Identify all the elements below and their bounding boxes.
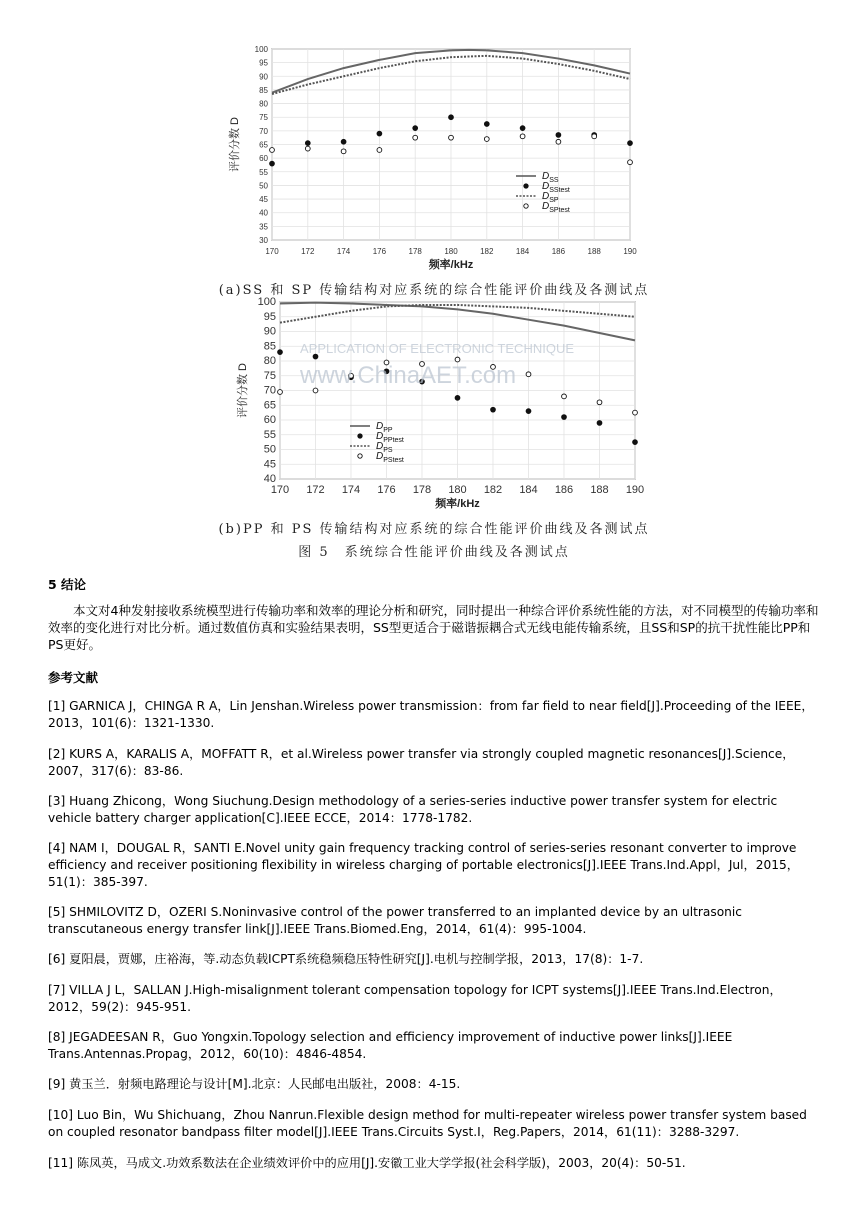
legend-label: $D_{PS}$ — [376, 441, 393, 454]
data-point-D_PPtest — [597, 421, 602, 426]
data-point-D_PStest — [526, 372, 531, 377]
y-tick-label: 70 — [263, 384, 276, 397]
figure-caption: 图 5 系统综合性能评价曲线及各测试点 — [298, 545, 570, 560]
data-point-D_PPtest — [562, 415, 567, 420]
x-tick-label: 174 — [336, 247, 351, 256]
watermark-line2: www.ChinaAET.com — [300, 362, 517, 389]
y-axis-label: 评价分数 D — [229, 117, 241, 172]
y-tick-label: 100 — [257, 296, 276, 308]
data-point-D_PPtest — [278, 350, 283, 355]
legend-label: $D_{PPtest}$ — [376, 431, 404, 444]
y-tick-label: 75 — [259, 113, 268, 123]
x-tick-label: 172 — [301, 247, 315, 256]
y-tick-label: 65 — [263, 399, 276, 412]
x-tick-label: 172 — [306, 484, 325, 496]
y-axis-label: 评价分数 D — [237, 363, 249, 418]
section-body: 本文对4种发射接收系统模型进行传输功率和效率的理论分析和研究，同时提出一种综合评价系统性能的方法，对不同模型的传输功率和效率的变化进行对比分析。通过数值仿真和实验结果表明，SS型更适合于磁谐振耦合式无线电能传输系统，且SS和SP的抗干扰性能比PP和PS更好。 — [48, 603, 819, 652]
x-tick-label: 184 — [519, 484, 538, 496]
x-tick-label: 182 — [483, 484, 503, 496]
x-tick-label: 180 — [444, 247, 458, 256]
reference-item: [3] Huang Zhicong，Wong Siuchung.Design methodology of a series-series inductive power transfer system for electric vehicle battery charger application[C].IEEE ECCE，2014：1778-1782. — [48, 794, 778, 825]
x-tick-label: 170 — [270, 484, 290, 496]
y-tick-label: 90 — [259, 72, 268, 82]
legend-swatch — [358, 454, 362, 458]
x-tick-label: 184 — [515, 247, 530, 256]
x-tick-label: 176 — [372, 247, 387, 256]
data-point-D_PPtest — [455, 395, 460, 400]
reference-item: [2] KURS A，KARALIS A，MOFFATT R，et al.Wireless power transfer via strongly coupled magnetic resonances[J].Science，2007，317(6)：83-86. — [48, 747, 795, 778]
legend-label: $D_{PP}$ — [376, 421, 393, 434]
reference-item: [5] SHMILOVITZ D，OZERI S.Noninvasive control of the power transferred to an implanted device by an ultrasonic transcutaneous energy transfer link[J].IEEE Trans.Biomed.Eng，2014，61(4)：995-1004. — [48, 905, 742, 936]
x-tick-label: 176 — [377, 484, 396, 496]
legend-swatch — [358, 434, 362, 438]
reference-item: [1] GARNICA J，CHINGA R A，Lin Jenshan.Wireless power transmission：from far field to near field[J].Proceeding of the IEEE，2013，101(6)：1321-1330. — [48, 699, 814, 730]
y-tick-label: 50 — [259, 181, 268, 191]
data-point-D_PPtest — [526, 409, 531, 414]
y-tick-label: 90 — [263, 325, 276, 338]
data-point-D_PPtest — [633, 440, 638, 445]
y-tick-label: 85 — [263, 340, 276, 353]
x-tick-label: 188 — [587, 247, 601, 256]
x-tick-label: 180 — [448, 484, 467, 496]
y-tick-label: 60 — [259, 154, 268, 164]
y-tick-label: 100 — [254, 45, 268, 54]
reference-item: [9] 黄玉兰．射频电路理论与设计[M].北京：人民邮电出版社，2008：4-15. — [48, 1077, 461, 1091]
reference-item: [8] JEGADEESAN R，Guo Yongxin.Topology selection and efficiency improvement of inductive power links[J].IEEE Trans.Antennas.Propag，2012，60(10)：4846-4854. — [48, 1030, 733, 1061]
y-tick-label: 60 — [263, 414, 276, 426]
y-tick-label: 50 — [263, 443, 276, 456]
y-tick-label: 30 — [259, 236, 268, 245]
references-title: 参考文献 — [48, 670, 99, 685]
reference-item: [6] 夏阳晨，贾娜，庄裕海，等.动态负载ICPT系统稳频稳压特性研究[J].电机与控制学报，2013，17(8)：1-7. — [48, 952, 644, 966]
x-axis-label: 频率/kHz — [435, 498, 480, 510]
y-tick-label: 85 — [259, 85, 268, 95]
y-tick-label: 75 — [263, 369, 276, 382]
x-tick-label: 188 — [590, 484, 609, 496]
x-tick-label: 190 — [625, 484, 645, 496]
reference-item: [7] VILLA J L，SALLAN J.High-misalignment tolerant compensation topology for ICPT systems[J].IEEE Trans.Ind.Electron，2012，59(2)：945-951. — [48, 983, 782, 1014]
data-point-D_PStest — [278, 390, 283, 395]
legend-label: $D_{SPtest}$ — [542, 201, 570, 214]
legend-label: $D_{SStest}$ — [542, 181, 570, 194]
y-tick-label: 80 — [263, 355, 276, 367]
caption-a: (a)SS 和 SP 传输结构对应系统的综合性能评价曲线及各测试点 — [218, 283, 650, 298]
watermark-line1: APPLICATION OF ELECTRONIC TECHNIQUE — [300, 341, 575, 356]
x-tick-label: 190 — [623, 247, 637, 256]
y-tick-label: 65 — [259, 140, 268, 150]
y-tick-label: 55 — [263, 428, 276, 441]
legend-label: $D_{SS}$ — [542, 171, 559, 184]
section-title: 5 结论 — [48, 577, 87, 592]
y-tick-label: 80 — [259, 99, 268, 109]
y-tick-label: 45 — [263, 458, 276, 471]
y-tick-label: 95 — [263, 310, 276, 323]
y-tick-label: 35 — [259, 222, 268, 232]
x-tick-label: 182 — [480, 247, 494, 256]
legend-label: $D_{SP}$ — [542, 191, 559, 204]
x-tick-label: 170 — [265, 247, 279, 256]
x-tick-label: 178 — [408, 247, 422, 256]
x-tick-label: 178 — [412, 484, 432, 496]
x-tick-label: 186 — [551, 247, 566, 256]
x-tick-label: 174 — [341, 484, 361, 496]
data-point-D_PStest — [562, 394, 567, 399]
y-tick-label: 95 — [259, 58, 268, 68]
data-point-D_PStest — [633, 410, 638, 415]
y-tick-label: 40 — [259, 208, 268, 218]
chart-b — [0, 0, 868, 520]
x-tick-label: 186 — [554, 484, 574, 496]
x-axis-label: 频率/kHz — [428, 259, 474, 271]
legend-label: $D_{PStest}$ — [376, 451, 404, 464]
y-tick-label: 55 — [259, 167, 268, 177]
caption-b: (b)PP 和 PS 传输结构对应系统的综合性能评价曲线及各测试点 — [218, 522, 650, 537]
y-tick-label: 70 — [259, 126, 268, 136]
reference-item: [10] Luo Bin，Wu Shichuang，Zhou Nanrun.Flexible design method for multi-repeater wireless power transfer system based on coupled resonator bandpass filter model[J].IEEE Trans.Circuits Syst.I，Reg.Papers，2014，61(11)：3288-3297. — [48, 1108, 807, 1139]
data-point-D_PStest — [597, 400, 602, 405]
reference-item: [4] NAM I，DOUGAL R，SANTI E.Novel unity gain frequency tracking control of series-series resonant converter to improve efficiency and receiver positioning flexibility in wireless charging of portable electronics[J].IEEE Trans.Ind.Appl，Jul，2015，51(1)：385-397. — [48, 841, 799, 889]
data-point-D_PPtest — [491, 407, 496, 412]
y-tick-label: 40 — [263, 473, 276, 485]
y-tick-label: 45 — [259, 195, 268, 205]
reference-item: [11] 陈凤英，马成文.功效系数法在企业绩效评价中的应用[J].安徽工业大学学报(社会科学版)，2003，20(4)：50-51. — [48, 1156, 686, 1170]
